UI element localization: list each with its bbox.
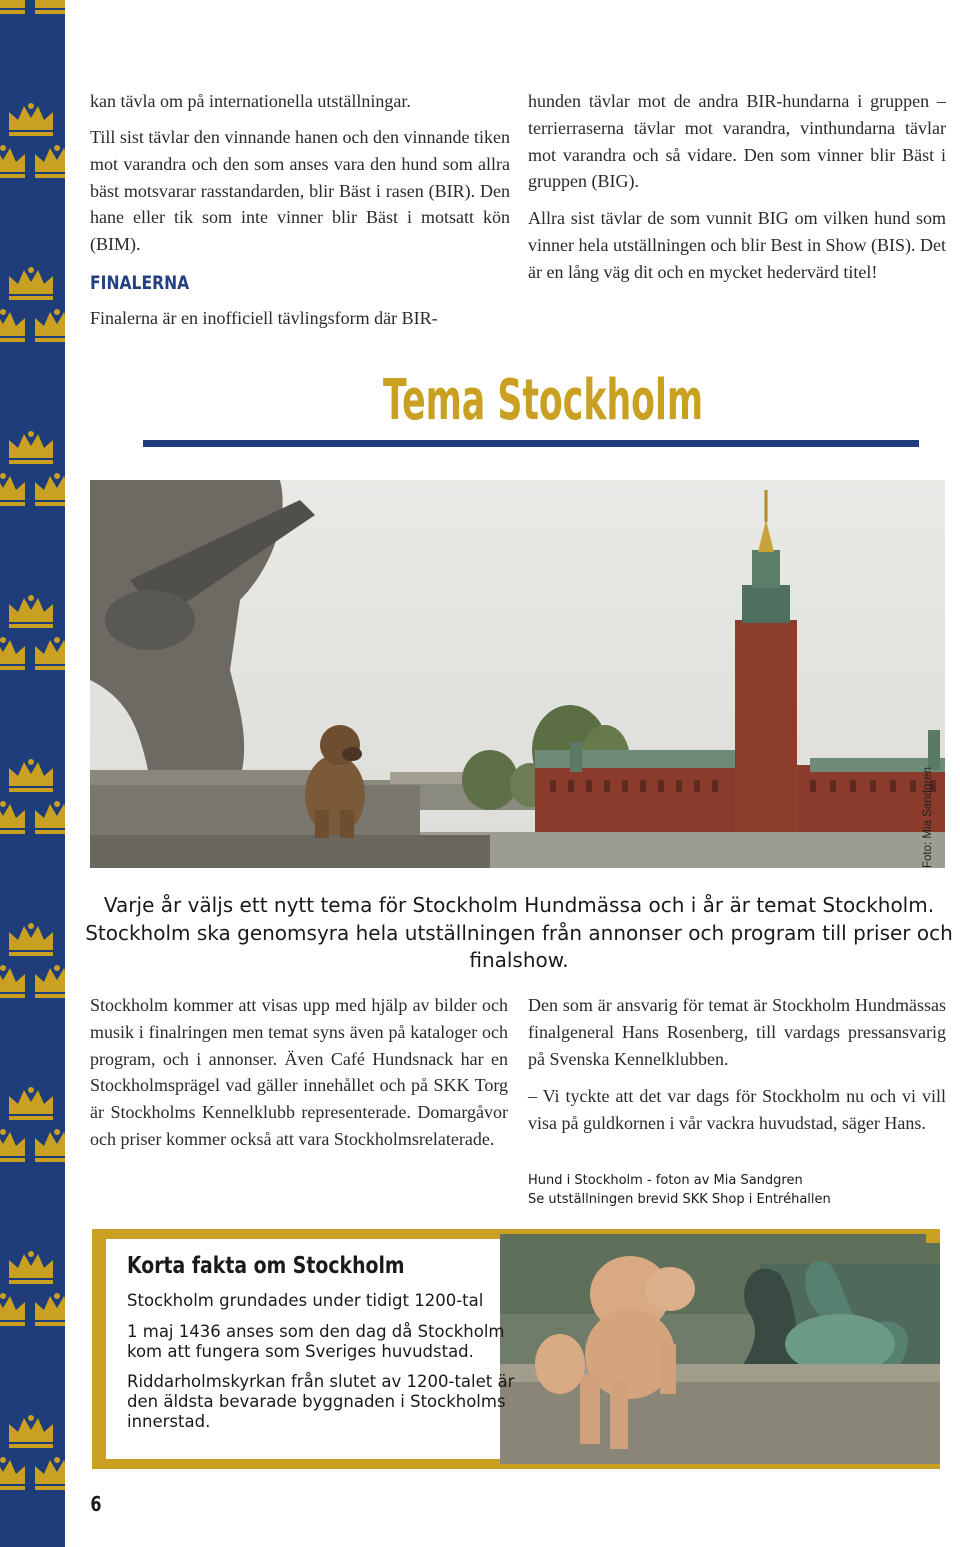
photo-stockholm-city-hall [90,480,945,868]
crown-icon [6,594,56,628]
paragraph-hans-rosenberg: Den som är ansvarig för temat är Stockholm Hundmässas finalgeneral Hans Rosenberg, till vardags pressansvarig på Svenska Kennelklubben. [528,995,946,1069]
crown-icon [0,1128,28,1162]
frame-corner [92,1455,106,1469]
crown-icon [32,144,65,178]
section-title: Tema Stockholm [383,368,704,433]
crown-icon [6,758,56,792]
crown-icon [32,1456,65,1490]
crown-icon [0,144,28,178]
paragraph-intro-end: kan tävla om på internationella utställningar. [90,91,411,111]
paragraph-quote: – Vi tyckte att det var dags för Stockholm nu och vi vill visa på guldkornen i vår vackra huvudstad, säger Hans. [528,1086,946,1133]
crown-icon [6,430,56,464]
crown-icon [32,636,65,670]
fact-item: Riddarholmskyrkan från slutet av 1200-talet är den äldsta bevarade byggnaden i Stockholms innerstad. [127,1372,515,1431]
paragraph-bis: Allra sist tävlar de som vunnit BIG om vilken hund som vinner hela utställningen och blir Best in Show (BIS). Det är en lång väg dit och en mycket hedervärd titel! [528,208,946,282]
page-number: 6 [90,1492,102,1516]
crown-icon [32,308,65,342]
crown-icon [32,0,65,14]
paragraph-finalerna: Finalerna är en inofficiell tävlingsform där BIR- [90,308,438,328]
crown-icon [32,472,65,506]
crown-icon [6,102,56,136]
crown-icon [6,1414,56,1448]
facts-title: Korta fakta om Stockholm [127,1253,405,1279]
crown-icon [32,964,65,998]
crown-pattern-sidebar [0,0,65,1547]
paragraph-big: hunden tävlar mot de andra BIR-hundarna i gruppen – terrierraserna tävlar mot varandra, vinthundarna tävlar mot varandra och så vidare. Den som vinner blir Bäst i gruppen (BIG). [528,91,946,192]
poodle-fountain-photo-illustration [500,1234,940,1464]
photo-poodle-fountain [500,1234,940,1464]
crown-icon [0,800,28,834]
heading-finalerna: FINALERNA [90,272,190,294]
crown-icon [32,800,65,834]
crown-icon [6,922,56,956]
crown-icon [6,266,56,300]
lead-paragraph: Varje år väljs ett nytt tema för Stockholm Hundmässa och i år är temat Stockholm. Stockholm ska genomsyra hela utställningen från annonser och program till priser och finalshow. [85,893,953,972]
crown-icon [32,1292,65,1326]
caption-dog-photos: Hund i Stockholm - foton av Mia Sandgren [528,1173,803,1188]
crown-icon [0,1292,28,1326]
crown-icon [0,964,28,998]
photo-credit: Foto: Mia Sandgren [922,766,934,868]
crown-icon [0,1456,28,1490]
frame-corner [926,1229,940,1243]
crown-icon [0,472,28,506]
paragraph-stockholm-theme: Stockholm kommer att visas upp med hjälp av bilder och musik i finalringen men temat syns även på kataloger och program, och i annonser. Även Café Hundsnack har en Stockholmsprägel vad gäller innehållet och på SKK Torg är Stockholms Kennelklubb representerade. Domargåvor och priser kommer också att vara Stockholmsrelaterade. [90,995,508,1149]
crown-icon [32,1128,65,1162]
crown-icon [0,308,28,342]
caption-exhibition: Se utställningen brevid SKK Shop i Entréhallen [528,1192,831,1207]
title-underline [143,440,919,447]
crown-icon [6,1086,56,1120]
paragraph-bir-bim: Till sist tävlar den vinnande hanen och den vinnande tiken mot varandra och den som anses vara den hund som allra bäst motsvarar rasstandarden, blir Bäst i rasen (BIR). Den hane eller tik som inte vinner blir Bäst i motsatt kön (BIM). [90,127,510,255]
city-hall-photo-illustration [90,480,945,868]
fact-item: 1 maj 1436 anses som den dag då Stockholm kom att fungera som Sveriges huvudstad. [127,1322,505,1361]
crown-icon [0,0,28,14]
fact-item: Stockholm grundades under tidigt 1200-tal [127,1291,484,1310]
frame-corner [92,1229,106,1243]
crown-icon [6,1250,56,1284]
crown-icon [0,636,28,670]
